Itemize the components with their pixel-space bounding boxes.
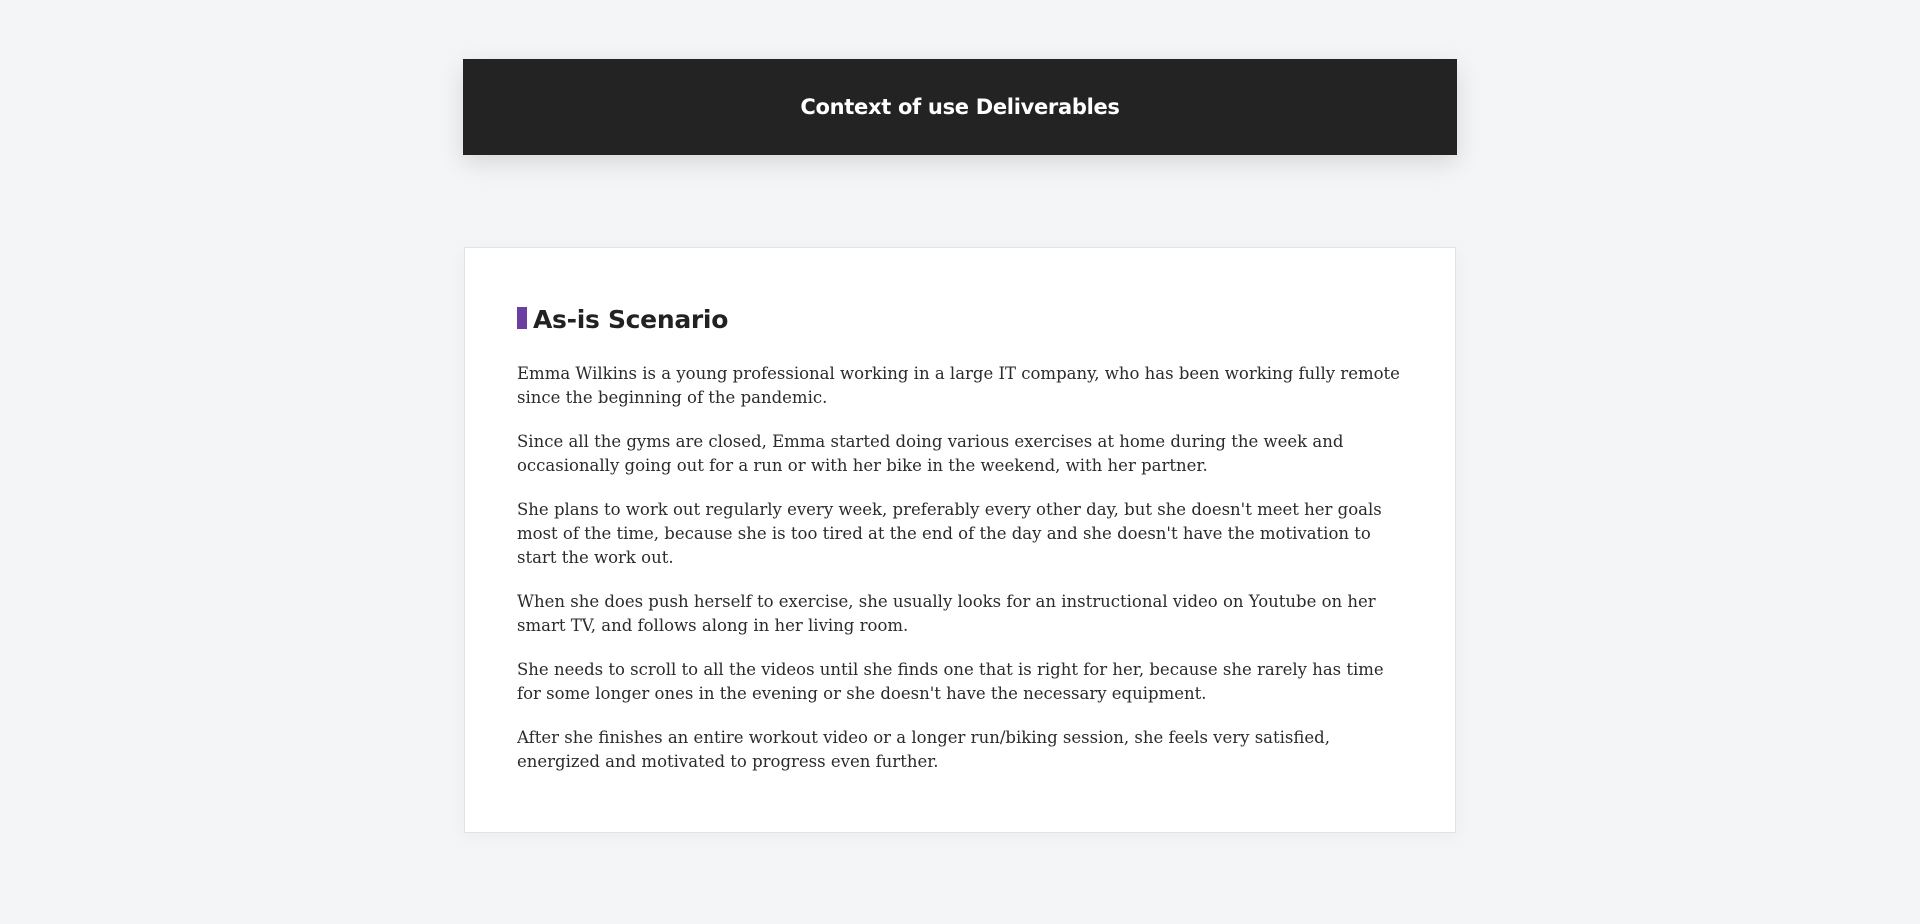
- heading-accent-mark: [517, 307, 527, 329]
- scenario-card: [464, 247, 1456, 833]
- page-header: [463, 59, 1457, 155]
- scenario-paragraph: Emma Wilkins is a young professional working in a large IT company, who has been working fully remote since the beginning of the pandemic.: [517, 364, 1400, 407]
- page-title: Context of use Deliverables: [800, 95, 1120, 119]
- scenario-paragraph: When she does push herself to exercise, she usually looks for an instructional video on Youtube on her smart TV, and follows along in her living room.: [517, 592, 1376, 635]
- section-heading: [517, 302, 1404, 336]
- scenario-paragraph: Since all the gyms are closed, Emma started doing various exercises at home during the week and occasionally going out for a run or with her bike in the weekend, with her partner.: [517, 432, 1344, 475]
- scenario-paragraph: She needs to scroll to all the videos until she finds one that is right for her, because she rarely has time for some longer ones in the evening or she doesn't have the necessary equipment.: [517, 660, 1384, 703]
- scenario-paragraph: After she finishes an entire workout video or a longer run/biking session, she feels very satisfied, energized and motivated to progress even further.: [517, 728, 1330, 771]
- section-title: As-is Scenario: [533, 304, 729, 334]
- scenario-paragraph: She plans to work out regularly every week, preferably every other day, but she doesn't meet her goals most of the time, because she is too tired at the end of the day and she doesn't have the motivation to start the work out.: [517, 500, 1382, 567]
